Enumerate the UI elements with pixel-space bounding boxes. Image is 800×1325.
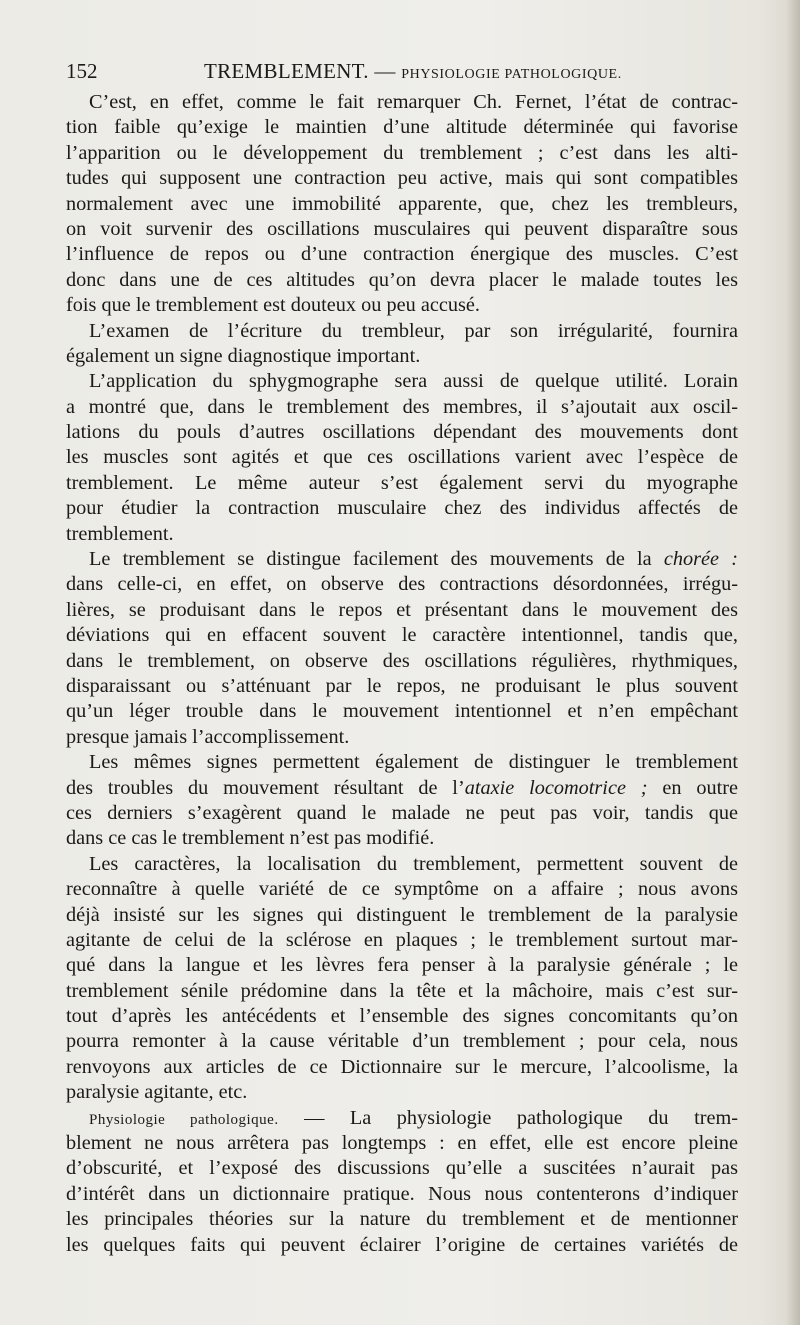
text-line: Les mêmes signes permettent également de distinguer le tremblement: [89, 751, 738, 774]
text-line: [66, 547, 738, 572]
text-line: également un signe diagnostique important.: [66, 344, 421, 367]
text-line: tout d’après les antécédents et l’ensemble des signes concomitants qu’on: [66, 1005, 738, 1028]
header-title: TREMBLEMENT.: [204, 59, 369, 83]
text-line: déviations qui en effacent souvent le caractère intentionnel, tandis que,: [66, 624, 738, 647]
text-line: dans celle-ci, en effet, on observe des contractions désordonnées, irrégu-: [66, 573, 738, 596]
text-line: tremblement. Le même auteur s’est également servi du myographe: [66, 471, 738, 494]
text-line: tion faible qu’exige le maintien d’une altitude déterminée qui favorise: [66, 116, 738, 139]
text-line: C’est, en effet, comme le fait remarquer Ch. Fernet, l’état de contrac-: [89, 91, 738, 113]
text-line: pour étudier la contraction musculaire chez des individus affectés de: [66, 497, 738, 520]
page-number: 152: [66, 59, 98, 83]
text-line: blement ne nous arrêtera pas longtemps : en effet, elle est encore pleine: [66, 1132, 738, 1155]
text-line: dans ce cas le tremblement n’est pas modifié.: [66, 827, 435, 850]
text-line: tremblement.: [66, 522, 174, 545]
emphasis-ataxie: ataxie locomotrice ;: [464, 776, 648, 799]
running-title: [204, 58, 622, 88]
running-header: [66, 58, 738, 84]
text-line: les muscles sont agités et que ces oscillations varient avec l’espèce de: [66, 446, 738, 469]
text-line: d’intérêt dans un dictionnaire pratique. Nous nous contenterons d’indiquer: [66, 1182, 738, 1205]
text-line: déjà insisté sur les signes qui distinguent le tremblement de la paralysie: [66, 903, 738, 926]
text-line: fois que le tremblement est douteux ou peu accusé.: [66, 294, 480, 317]
header-separator: —: [374, 59, 396, 83]
text-line: a montré que, dans le tremblement des membres, il s’ajoutait aux oscil-: [66, 395, 738, 418]
text-line: agitante de celui de la sclérose en plaques ; le tremblement surtout mar-: [66, 928, 738, 951]
text-line: l’influence de repos ou d’une contraction énergique des muscles. C’est: [66, 243, 738, 266]
header-section: PHYSIOLOGIE PATHOLOGIQUE.: [401, 67, 622, 82]
text-line: Les caractères, la localisation du tremblement, permettent souvent de: [89, 852, 738, 875]
text-line: L’examen de l’écriture du trembleur, par son irrégularité, fournira: [89, 319, 738, 342]
text-line: reconnaître à quelle variété de ce symptôme on a affaire ; nous avons: [66, 878, 738, 901]
text-run: en outre: [662, 776, 738, 799]
text-run: — La physiologie pathologique du trem-: [304, 1106, 738, 1129]
text-line: normalement avec une immobilité apparente, que, chez les trembleurs,: [66, 192, 738, 215]
text-line: l’apparition ou le développement du tremblement ; c’est dans les alti-: [66, 141, 738, 164]
text-line: donc dans une de ces altitudes qu’on devra placer le malade toutes les: [66, 268, 738, 291]
text-line: [66, 1106, 738, 1131]
text-line: qu’un léger trouble dans le mouvement intentionnel et n’en empêchant: [66, 700, 738, 723]
emphasis-chorea: chorée :: [663, 548, 738, 571]
text-line: renvoyons aux articles de ce Dictionnaire sur le mercure, l’alcoolisme, la: [66, 1055, 738, 1078]
text-line: disparaissant ou s’atténuant par le repos, ne produisant le plus souvent: [66, 674, 738, 697]
text-line: qué dans la langue et les lèvres fera penser à la paralysie générale ; le: [66, 954, 738, 977]
section-heading: Physiologie pathologique.: [89, 1111, 279, 1128]
text-run: des troubles du mouvement résultant de l’: [66, 776, 465, 799]
text-line: d’obscurité, et l’exposé des discussions qu’elle a suscitées n’aurait pas: [66, 1157, 738, 1180]
text-line: tudes qui supposent une contraction peu active, mais qui sont compatibles: [66, 167, 738, 190]
text-line: ces derniers s’exagèrent quand le malade ne peut pas voir, tandis que: [66, 801, 738, 824]
text-line: les quelques faits qui peuvent éclairer l’origine de certaines variétés de: [66, 1233, 738, 1256]
text-line: lières, se produisant dans le repos et présentant dans le mouvement des: [66, 598, 738, 621]
text-line: pourra remonter à la cause véritable d’un tremblement ; pour cela, nous: [66, 1030, 738, 1053]
text-line: lations du pouls d’autres oscillations dépendant des mouvements dont: [66, 421, 738, 444]
page-edge-shadow: [786, 0, 800, 1325]
text-line: L’application du sphygmographe sera aussi de quelque utilité. Lorain: [89, 370, 738, 393]
text-line: presque jamais l’accomplissement.: [66, 725, 350, 748]
text-run: Le tremblement se distingue facilement des mouvements de la: [89, 548, 652, 571]
text-line: [66, 776, 738, 801]
text-line: dans le tremblement, on observe des oscillations régulières, rhythmiques,: [66, 649, 738, 672]
text-line: paralysie agitante, etc.: [66, 1081, 248, 1104]
text-line: les principales théories sur la nature du tremblement et de mentionner: [66, 1208, 738, 1231]
text-line: on voit survenir des oscillations musculaires qui peuvent disparaître sous: [66, 217, 738, 240]
text-line: tremblement sénile prédomine dans la tête et la mâchoire, mais c’est sur-: [66, 979, 738, 1002]
body-text: [66, 90, 738, 1258]
